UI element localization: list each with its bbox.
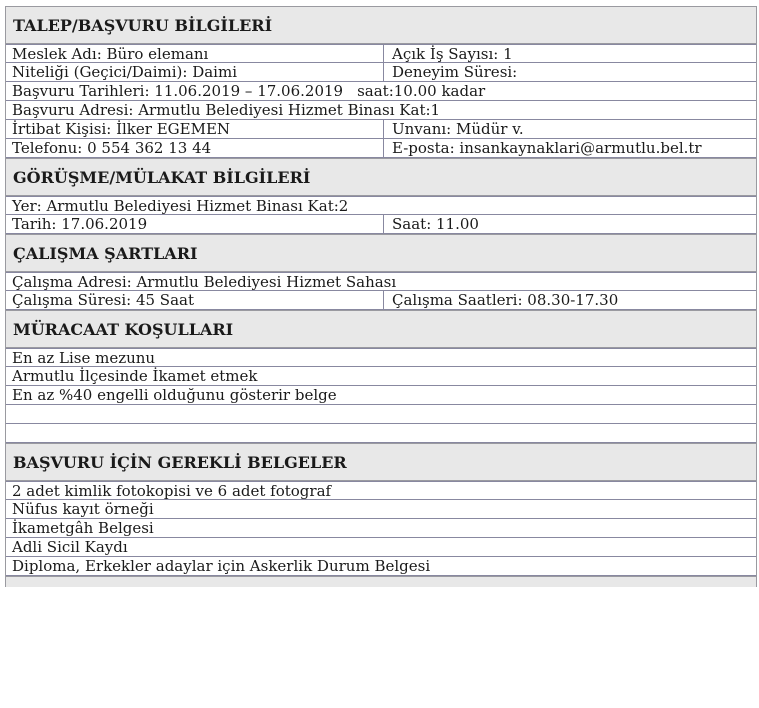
muracaat-item: Armutlu İlçesinde İkamet etmek: [12, 367, 258, 385]
section-header-calisma: ÇALIŞMA ŞARTLARI: [6, 234, 756, 272]
table-row: [6, 82, 756, 101]
meslek-adi: Meslek Adı: Büro elemanı: [6, 45, 384, 62]
table-row: [6, 101, 756, 120]
belge-item: 2 adet kimlik fotokopisi ve 6 adet fotograf: [12, 482, 332, 499]
acik-is-sayisi: Açık İş Sayısı: 1: [392, 45, 513, 62]
gorusme-yer: Yer: Armutlu Belediyesi Hizmet Binası Kat:2: [12, 197, 349, 214]
list-item: [6, 557, 756, 576]
belge-item: Diploma, Erkekler adaylar için Askerlik Durum Belgesi: [12, 557, 431, 575]
list-item: [6, 519, 756, 538]
list-item: [6, 424, 756, 443]
bottom-strip: [6, 576, 756, 587]
niteligi: Niteliği (Geçici/Daimi): Daimi: [6, 63, 384, 81]
table-row: [6, 291, 756, 310]
basvuru-tarihleri-cell: [6, 82, 756, 100]
muracaat-item: En az Lise mezunu: [12, 349, 156, 366]
deneyim-suresi: Deneyim Süresi:: [392, 63, 518, 81]
basvuru-adresi: Başvuru Adresi: Armutlu Belediyesi Hizmet Binası Kat:1: [12, 101, 441, 119]
list-item: [6, 348, 756, 367]
calisma-adresi: Çalışma Adresi: Armutlu Belediyesi Hizmet Sahası: [12, 273, 397, 290]
gorusme-tarih: Tarih: 17.06.2019: [6, 215, 384, 233]
muracaat-item: [6, 405, 756, 423]
list-item: [6, 405, 756, 424]
unvani: Unvanı: Müdür v.: [392, 120, 524, 138]
job-posting-form: [5, 6, 757, 587]
table-row: [6, 196, 756, 215]
belge-item: İkametgâh Belgesi: [12, 519, 154, 537]
muracaat-item: En az %40 engelli olduğunu gösterir belge: [12, 386, 337, 404]
table-row: [6, 139, 756, 158]
list-item: [6, 481, 756, 500]
eposta: E-posta: insankaynaklari@armutlu.bel.tr: [392, 139, 702, 157]
basvuru-tarihleri: Başvuru Tarihleri: 11.06.2019 – 17.06.2019: [12, 82, 344, 100]
list-item: [6, 386, 756, 405]
irtibat-kisisi: İrtibat Kişisi: İlker EGEMEN: [6, 120, 384, 138]
belge-item: Adli Sicil Kaydı: [12, 538, 128, 556]
table-row: [6, 272, 756, 291]
muracaat-item: [6, 424, 756, 442]
section-header-talep: TALEP/BAŞVURU BİLGİLERİ: [6, 6, 756, 44]
table-row: [6, 44, 756, 63]
calisma-saatleri: Çalışma Saatleri: 08.30-17.30: [392, 291, 619, 309]
section-header-belgeler: BAŞVURU İÇİN GEREKLİ BELGELER: [6, 443, 756, 481]
table-row: [6, 120, 756, 139]
list-item: [6, 500, 756, 519]
section-header-muracaat: MÜRACAAT KOŞULLARI: [6, 310, 756, 348]
belge-item: Nüfus kayıt örneği: [12, 500, 154, 518]
table-row: [6, 63, 756, 82]
table-row: [6, 215, 756, 234]
telefonu: Telefonu: 0 554 362 13 44: [6, 139, 384, 157]
list-item: [6, 538, 756, 557]
list-item: [6, 367, 756, 386]
gorusme-saat: Saat: 11.00: [392, 215, 479, 233]
section-header-gorusme: GÖRÜŞME/MÜLAKAT BİLGİLERİ: [6, 158, 756, 196]
calisma-suresi: Çalışma Süresi: 45 Saat: [6, 291, 384, 309]
basvuru-saat: saat:10.00 kadar: [357, 82, 486, 100]
